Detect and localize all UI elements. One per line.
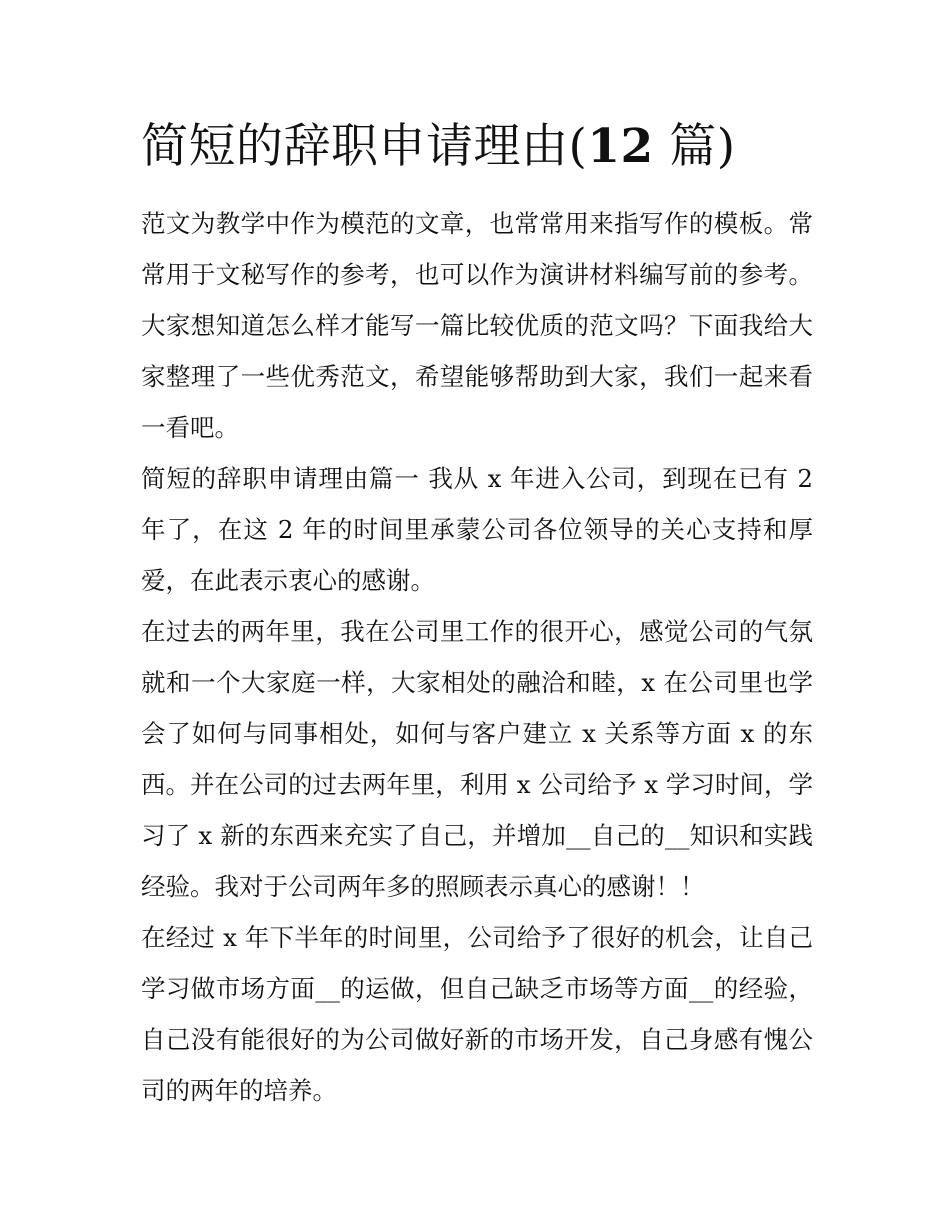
document-body xyxy=(141,198,813,1116)
title-tail: 篇) xyxy=(653,119,736,174)
paragraph-1: 简短的辞职申请理由篇一 我从 x 年进入公司，到现在已有 2 年了，在这 2 年的时间里承蒙公司各位领导的关心支持和厚爱，在此表示衷心的感谢。 xyxy=(141,464,813,595)
document-title xyxy=(141,112,821,182)
paragraph-2: 在过去的两年里，我在公司里工作的很开心，感觉公司的气氛就和一个大家庭一样，大家相处的融洽和睦，x 在公司里也学会了如何与同事相处，如何与客户建立 x 关系等方面 x 的东西。并在公司的过去两年里，利用 x 公司给予 x 学习时间，学习了 x 新的东西来充实了自己，并增加__自己的__知识和实践经验。我对于公司两年多的照顾表示真心的感谢！！ xyxy=(141,617,813,901)
title-main: 简短的辞职申请理由( xyxy=(141,119,588,174)
title-count: 12 xyxy=(587,119,654,174)
paragraph-3: 在经过 x 年下半年的时间里，公司给予了很好的机会，让自己学习做市场方面__的运做，但自己缺乏市场等方面__的经验，自己没有能很好的为公司做好新的市场开发，自己身感有愧公司的两年的培养。 xyxy=(141,923,813,1105)
paragraph-intro: 范文为教学中作为模范的文章，也常常用来指写作的模板。常常用于文秘写作的参考，也可以作为演讲材料编写前的参考。大家想知道怎么样才能写一篇比较优质的范文吗？下面我给大家整理了一些优秀范文，希望能够帮助到大家，我们一起来看一看吧。 xyxy=(141,209,813,442)
